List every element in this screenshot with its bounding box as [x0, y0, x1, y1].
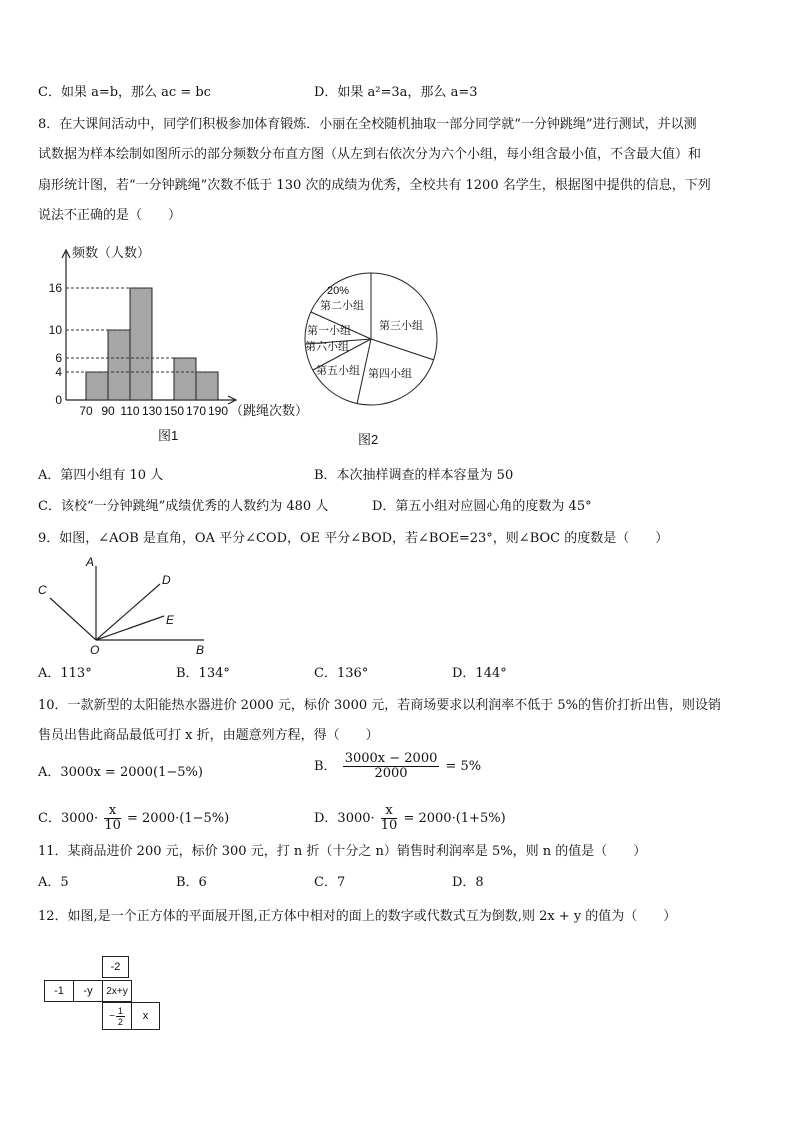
- pie-caption: 图2: [358, 432, 379, 447]
- net-cell-fraction: [102, 1002, 132, 1030]
- q10-option-c-fraction: [104, 804, 121, 833]
- q10-option-a: A．3000x = 2000(1−5%): [38, 765, 203, 780]
- pie-percent-label: 20%: [327, 285, 350, 297]
- q9-option-b: B．134°: [176, 666, 230, 681]
- q8-stem-line-2: 试数据为样本绘制如图所示的部分频数分布直方图（从左到右依次分为六个小组，每小组含最小值，不含最大值）和: [38, 147, 702, 162]
- histogram-bar-70-90: [86, 372, 108, 400]
- q7-option-c: C．如果 a=b，那么 ac = bc: [38, 85, 211, 100]
- pie-label-group-6: 第六小组: [305, 341, 349, 353]
- cube-net: [44, 956, 164, 1036]
- q10-option-b: [314, 752, 481, 781]
- histogram-bar-110-130: [130, 288, 152, 400]
- net-cell-top: -2: [102, 956, 129, 978]
- q9-stem: 9．如图，∠AOB 是直角，OA 平分∠COD，OE 平分∠BOD，若∠BOE=23°，则∠BOC 的度数是（ ）: [38, 531, 669, 546]
- pie-label-group-2: 第二小组: [320, 300, 364, 312]
- q11-option-c: C．7: [314, 875, 346, 890]
- q8-stem-line-4: 说法不正确的是（ ）: [38, 208, 182, 223]
- q11-option-a: A．5: [38, 875, 69, 890]
- histogram-bar-90-110: [108, 330, 130, 400]
- net-cell-center: 2x+y: [102, 980, 132, 1002]
- q10-option-b-prefix: B．: [314, 759, 337, 774]
- net-fraction-denominator: 2: [117, 1016, 123, 1027]
- net-cell-left-2: -y: [73, 980, 103, 1002]
- pie-label-group-1: 第一小组: [307, 325, 351, 337]
- q9-option-d: D．144°: [452, 666, 507, 681]
- histogram-y-tick-6: 6: [55, 351, 62, 365]
- point-label-d: D: [162, 573, 171, 587]
- q10-option-d-fraction: [381, 804, 398, 833]
- q8-option-b: B．本次抽样调查的样本容量为 50: [314, 468, 514, 483]
- q8-stem-line-3: 扇形统计图，若“一分钟跳绳”次数不低于 130 次的成绩为优秀，全校共有 1200 名学生，根据图中提供的信息，下列: [38, 178, 711, 193]
- point-label-e: E: [166, 613, 175, 627]
- histogram-x-tick-130: 130: [141, 404, 163, 418]
- net-cell-right: x: [131, 1002, 160, 1030]
- q8-option-c: C．该校“一分钟跳绳”成绩优秀的人数约为 480 人: [38, 499, 329, 514]
- point-label-c: C: [38, 583, 47, 597]
- q9-option-c: C．136°: [314, 666, 369, 681]
- q10-option-d-denominator: 10: [380, 818, 398, 833]
- histogram-y-tick-16: 16: [48, 281, 62, 295]
- histogram-x-tick-70: 70: [79, 404, 93, 418]
- q10-option-d-suffix: = 2000·(1+5%): [403, 811, 506, 826]
- q10-option-d-numerator: x: [381, 804, 398, 819]
- histogram-x-tick-90: 90: [101, 404, 115, 418]
- q8-option-a: A．第四小组有 10 人: [38, 468, 164, 483]
- ray-oe: [96, 616, 164, 640]
- pie-divider-6: [371, 339, 434, 360]
- histogram-x-tick-170: 170: [185, 404, 207, 418]
- histogram-x-label: （跳绳次数）: [230, 403, 309, 418]
- q11-option-d: D．8: [452, 875, 484, 890]
- q10-stem-line-2: 售员出售此商品最低可打 x 折，由题意列方程，得（ ）: [38, 728, 379, 743]
- histogram-x-tick-150: 150: [163, 404, 185, 418]
- q10-option-d-prefix: D．3000·: [314, 811, 375, 826]
- q10-option-b-numerator: 3000x − 2000: [344, 751, 438, 766]
- q8-option-d: D．第五小组对应圆心角的度数为 45°: [372, 499, 592, 514]
- histogram-y-tick-4: 4: [55, 365, 62, 379]
- q12-stem: 12．如图,是一个正方体的平面展开图,正方体中相对的面上的数字或代数式互为倒数,则 2x + y 的值为（ ）: [38, 909, 677, 924]
- point-label-o: O: [90, 643, 100, 657]
- q11-option-b: B．6: [176, 875, 207, 890]
- q10-option-b-denominator: 2000: [374, 766, 408, 781]
- net-cell-left-1: -1: [44, 980, 74, 1002]
- q7-option-d: D．如果 a²=3a，那么 a=3: [314, 85, 478, 100]
- q10-option-c: [38, 804, 229, 833]
- q10-option-b-suffix: = 5%: [445, 759, 482, 774]
- q10-option-d: [314, 804, 506, 833]
- q8-stem-line-1: 8．在大课间活动中，同学们积极参加体育锻炼．小丽在全校随机抽取一部分同学就“一分钟跳绳”进行测试，并以测: [38, 117, 697, 132]
- pie-chart: [300, 248, 450, 453]
- pie-label-group-4: 第四小组: [368, 368, 412, 380]
- q11-stem: 11．某商品进价 200 元，标价 300 元，打 n 折（十分之 n）销售时利润率是 5%，则 n 的值是（ ）: [38, 844, 647, 859]
- net-fraction-numerator: 1: [117, 1005, 123, 1016]
- histogram-x-tick-190: 190: [207, 404, 229, 418]
- histogram-x-tick-110: 110: [120, 404, 140, 418]
- net-fraction: [116, 1006, 125, 1027]
- ray-od: [96, 584, 160, 640]
- histogram-chart: [40, 240, 320, 450]
- q10-option-b-fraction: [343, 752, 440, 781]
- point-label-a: A: [86, 555, 95, 569]
- pie-label-group-3: 第三小组: [379, 320, 423, 332]
- q9-option-a: A．113°: [38, 666, 92, 681]
- histogram-y-tick-10: 10: [48, 323, 62, 337]
- histogram-bar-170-190: [196, 372, 218, 400]
- q10-option-c-numerator: x: [104, 804, 121, 819]
- histogram-bar-150-170: [174, 358, 196, 400]
- point-label-b: B: [196, 643, 205, 657]
- histogram-y-tick-0: 0: [55, 393, 62, 407]
- ray-oc: [50, 598, 96, 640]
- net-fraction-sign: −: [109, 1010, 115, 1022]
- pie-label-group-5: 第五小组: [316, 365, 360, 377]
- q10-option-c-denominator: 10: [104, 818, 121, 833]
- histogram-caption: 图1: [158, 428, 179, 443]
- q10-option-c-suffix: = 2000·(1−5%): [127, 811, 230, 826]
- q10-stem-line-1: 10．一款新型的太阳能热水器进价 2000 元，标价 3000 元，若商场要求以利润率不低于 5%的售价打折出售，则设销: [38, 698, 721, 713]
- angle-figure: [36, 552, 211, 657]
- histogram-y-label: 频数（人数）: [72, 245, 151, 260]
- q10-option-c-prefix: C．3000·: [38, 811, 99, 826]
